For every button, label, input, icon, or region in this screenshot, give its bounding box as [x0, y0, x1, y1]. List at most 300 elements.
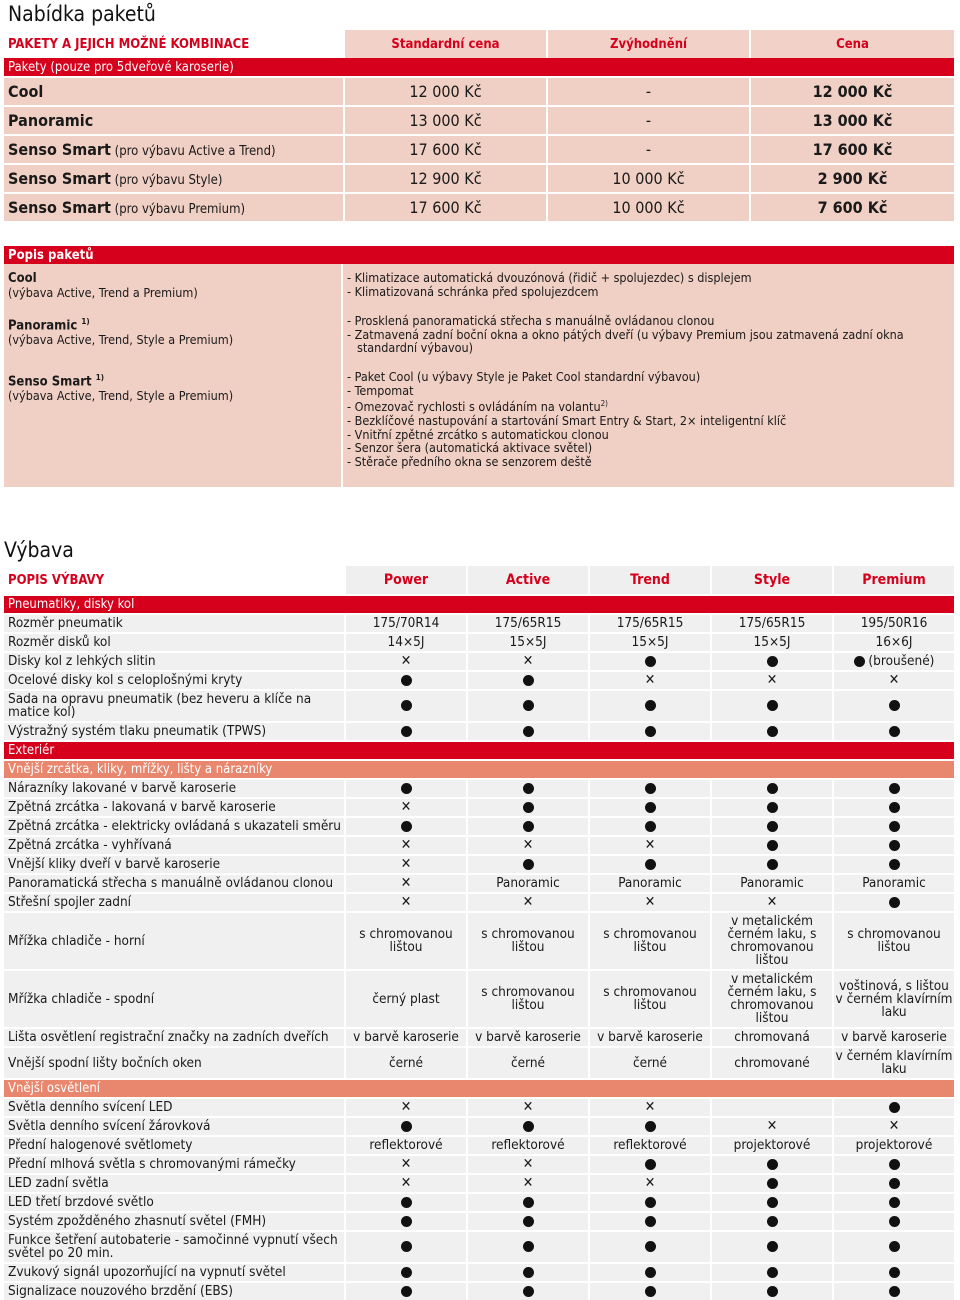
equipment-row: [4, 632, 954, 651]
equipment-value: [832, 854, 954, 873]
standard-dot-icon: [523, 1267, 534, 1278]
equipment-header-trend: Trend: [588, 566, 710, 594]
equipment-value: [832, 1173, 954, 1192]
equipment-row: [4, 1262, 954, 1281]
equipment-value: [832, 1192, 954, 1211]
equipment-value: [588, 1154, 710, 1173]
unavailable-cross-icon: ✕: [400, 875, 412, 891]
equipment-value-text: v barvě karoserie: [353, 1029, 459, 1045]
equipment-row: [4, 670, 954, 689]
equipment-row: [4, 1211, 954, 1230]
equipment-value: [466, 689, 588, 721]
package-desc-line-text: - Tempomat: [347, 382, 414, 398]
equipment-row: [4, 689, 954, 721]
package-desc-line-sup: 2): [600, 399, 608, 409]
equipment-value: [710, 1135, 832, 1154]
equipment-value-text: Panoramic: [862, 875, 926, 891]
standard-dot-icon: [523, 1121, 534, 1132]
package-row: [4, 192, 954, 221]
equipment-label: Výstražný systém tlaku pneumatik (TPWS): [4, 721, 344, 740]
equipment-value-text: s chromovanou lištou: [603, 926, 697, 955]
equipment-value: [588, 1281, 710, 1300]
equipment-label: Lišta osvětlení registrační značky na zadních dveřích: [4, 1027, 344, 1046]
equipment-value: [466, 969, 588, 1027]
packages-header-price: Cena: [749, 30, 954, 58]
equipment-value: [588, 1027, 710, 1046]
package-desc-line-text: - Bezklíčové nastupování a startování Smart Entry & Start, 2× inteligentní klíč: [347, 412, 787, 428]
unavailable-cross-icon: ✕: [888, 672, 900, 688]
description-section: [4, 246, 954, 264]
package-desc-line-text: - Paket Cool (u výbavy Style je Paket Cool standardní výbavou): [347, 369, 701, 384]
package-desc-line: [347, 397, 950, 414]
package-name-cell: [4, 163, 343, 192]
equipment-value: [832, 613, 954, 632]
equipment-value: [832, 1116, 954, 1135]
equipment-value: [832, 797, 954, 816]
unavailable-cross-icon: ✕: [522, 894, 534, 910]
unavailable-cross-icon: ✕: [400, 799, 412, 815]
equipment-value-text: v barvě karoserie: [475, 1029, 581, 1045]
equipment-value: [466, 1027, 588, 1046]
package-name: Senso Smart: [8, 169, 111, 188]
equipment-row: [4, 1192, 954, 1211]
package-desc-name-block: [8, 272, 337, 301]
package-name: Cool: [8, 82, 44, 101]
equipment-row: [4, 1135, 954, 1154]
equipment-value-text: chromované: [734, 1054, 810, 1071]
equipment-row: [4, 854, 954, 873]
package-desc-note: (výbava Active, Trend, Style a Premium): [8, 387, 234, 403]
standard-dot-icon: [889, 1216, 900, 1227]
package-desc-line: [347, 328, 950, 355]
equipment-section-label: Vnější zrcátka, kliky, mřížky, lišty a nárazníky: [4, 759, 954, 778]
package-std-price: 17 600 Kč: [343, 192, 546, 221]
unavailable-cross-icon: ✕: [644, 1175, 656, 1191]
equipment-value-text: chromovaná: [734, 1029, 810, 1045]
standard-dot-icon: [523, 783, 534, 794]
packages-title: Nabídka paketů: [8, 2, 156, 26]
package-row: [4, 76, 954, 105]
standard-dot-icon: [645, 656, 656, 667]
package-desc-note: (výbava Active, Trend a Premium): [8, 284, 198, 300]
equipment-value-text: Panoramic: [496, 875, 560, 891]
equipment-value: [588, 1116, 710, 1135]
equipment-value: [710, 1192, 832, 1211]
equipment-value: [710, 1046, 832, 1078]
standard-dot-icon: [523, 675, 534, 686]
equipment-value: [466, 1262, 588, 1281]
standard-dot-icon: [767, 783, 778, 794]
equipment-value: [710, 689, 832, 721]
standard-dot-icon: [645, 802, 656, 813]
package-name-cell: [4, 105, 343, 134]
package-name-cell: [4, 76, 343, 105]
equipment-value: [344, 1192, 466, 1211]
equipment-value: [466, 892, 588, 911]
packages-header: [4, 30, 954, 58]
equipment-value: [832, 651, 954, 670]
equipment-value: [466, 613, 588, 632]
package-desc-line-text: - Vnitřní zpětné zrcátko s automatickou clonou: [347, 426, 609, 442]
equipment-value: [710, 1230, 832, 1262]
equipment-value: [710, 778, 832, 797]
equipment-value: [588, 778, 710, 797]
equipment-value: [344, 797, 466, 816]
equipment-row: [4, 873, 954, 892]
equipment-value: [832, 689, 954, 721]
equipment-value: [832, 892, 954, 911]
equipment-value-text: v barvě karoserie: [841, 1029, 947, 1045]
package-desc-lines: [347, 314, 950, 356]
equipment-value: [344, 911, 466, 969]
equipment-value: [588, 670, 710, 689]
package-desc-line: [347, 384, 950, 398]
unavailable-cross-icon: ✕: [522, 1175, 534, 1191]
equipment-value: [710, 892, 832, 911]
standard-dot-icon: [889, 1241, 900, 1252]
unavailable-cross-icon: ✕: [644, 837, 656, 853]
package-desc-sup: 1): [81, 317, 90, 326]
package-discount: -: [546, 134, 749, 163]
equipment-value: [344, 1281, 466, 1300]
equipment-value: [344, 969, 466, 1027]
package-discount: -: [546, 76, 749, 105]
standard-dot-icon: [523, 1241, 534, 1252]
standard-dot-icon: [645, 783, 656, 794]
standard-dot-icon: [767, 859, 778, 870]
equipment-row: [4, 1097, 954, 1116]
equipment-value: [588, 632, 710, 651]
standard-dot-icon: [523, 802, 534, 813]
package-name: Senso Smart: [8, 198, 111, 217]
equipment-value: [466, 721, 588, 740]
description-table: [4, 246, 954, 487]
unavailable-cross-icon: ✕: [400, 856, 412, 872]
standard-dot-icon: [889, 821, 900, 832]
standard-dot-icon: [401, 700, 412, 711]
equipment-value: [588, 1230, 710, 1262]
equipment-row: [4, 651, 954, 670]
unavailable-cross-icon: ✕: [522, 653, 534, 669]
unavailable-cross-icon: ✕: [522, 1099, 534, 1115]
package-desc-lines: [347, 271, 950, 300]
package-desc-name: [8, 371, 337, 389]
standard-dot-icon: [645, 726, 656, 737]
equipment-value: [832, 816, 954, 835]
standard-dot-icon: [889, 1102, 900, 1113]
package-desc-name-text: Senso Smart: [8, 374, 96, 390]
equipment-label: Světla denního svícení LED: [4, 1097, 344, 1116]
description-section-label: Popis paketů: [4, 246, 954, 264]
equipment-value: [588, 1135, 710, 1154]
equipment-value-text: černé: [632, 1054, 668, 1071]
package-price: 13 000 Kč: [749, 105, 954, 134]
standard-dot-icon: [767, 700, 778, 711]
equipment-value: [710, 854, 832, 873]
equipment-value: [832, 873, 954, 892]
equipment-value: [466, 1211, 588, 1230]
standard-dot-icon: [645, 1241, 656, 1252]
standard-dot-icon: [645, 1267, 656, 1278]
equipment-value: [710, 632, 832, 651]
equipment-value: [588, 835, 710, 854]
equipment-value-text: projektorové: [733, 1137, 811, 1153]
standard-dot-icon: [767, 802, 778, 813]
equipment-value-text: černý plast: [372, 990, 440, 1007]
equipment-value: [466, 816, 588, 835]
equipment-value: [344, 613, 466, 632]
equipment-value: [710, 835, 832, 854]
packages-table: [4, 30, 954, 221]
unavailable-cross-icon: ✕: [522, 837, 534, 853]
standard-dot-icon: [645, 1286, 656, 1297]
package-desc-line-text: - Zatmavená zadní boční okna a okno pátých dveří (u výbavy Premium jsou zatmavená zadní okna standardní výbavou): [347, 326, 904, 356]
equipment-value: [466, 1230, 588, 1262]
standard-dot-icon: [645, 1159, 656, 1170]
package-price: 2 900 Kč: [749, 163, 954, 192]
equipment-row: [4, 1116, 954, 1135]
equipment-value: [466, 1173, 588, 1192]
equipment-value: [344, 1154, 466, 1173]
equipment-value: [588, 911, 710, 969]
equipment-label: Funkce šetření autobaterie - samočinné vypnutí všech světel po 20 min.: [4, 1230, 344, 1262]
equipment-value-text: 15×5J: [631, 634, 669, 650]
equipment-value-text: černé: [388, 1054, 424, 1071]
unavailable-cross-icon: ✕: [644, 672, 656, 688]
package-desc-line: [347, 370, 950, 384]
standard-dot-icon: [523, 1286, 534, 1297]
equipment-value: [588, 1262, 710, 1281]
unavailable-cross-icon: ✕: [766, 894, 778, 910]
equipment-label: Přední mlhová světla s chromovanými rámečky: [4, 1154, 344, 1173]
equipment-value: [832, 670, 954, 689]
package-name-cell: [4, 134, 343, 163]
equipment-value-text: reflektorové: [613, 1137, 687, 1153]
equipment-value: [466, 670, 588, 689]
equipment-value-text: projektorové: [855, 1137, 933, 1153]
equipment-value-text: s chromovanou lištou: [481, 926, 575, 955]
equipment-row: [4, 1281, 954, 1300]
equipment-label: LED třetí brzdové světlo: [4, 1192, 344, 1211]
standard-dot-icon: [401, 726, 412, 737]
equipment-value-text: s chromovanou lištou: [603, 984, 697, 1013]
package-std-price: 12 000 Kč: [343, 76, 546, 105]
equipment-value-text: s chromovanou lištou: [481, 984, 575, 1013]
equipment-value: [832, 1046, 954, 1078]
unavailable-cross-icon: ✕: [400, 837, 412, 853]
standard-dot-icon: [889, 700, 900, 711]
equipment-value: [832, 1230, 954, 1262]
equipment-value: [710, 816, 832, 835]
equipment-value: [710, 651, 832, 670]
package-discount: -: [546, 105, 749, 134]
equipment-table: [4, 566, 954, 1300]
equipment-label: Mřížka chladiče - horní: [4, 911, 344, 969]
equipment-value: [710, 1116, 832, 1135]
standard-dot-icon: [889, 840, 900, 851]
equipment-value: [710, 1027, 832, 1046]
equipment-row: [4, 969, 954, 1027]
equipment-section-label: Exteriér: [4, 740, 954, 759]
standard-dot-icon: [889, 1267, 900, 1278]
standard-dot-icon: [645, 1216, 656, 1227]
equipment-value: [832, 1027, 954, 1046]
equipment-value-text: s chromovanou lištou: [359, 926, 453, 955]
unavailable-cross-icon: ✕: [766, 1118, 778, 1134]
equipment-row: [4, 1173, 954, 1192]
unavailable-cross-icon: ✕: [644, 1099, 656, 1115]
equipment-section: [4, 740, 954, 759]
equipment-value: [832, 1154, 954, 1173]
unavailable-cross-icon: ✕: [400, 1099, 412, 1115]
equipment-value: [710, 613, 832, 632]
standard-dot-icon: [523, 821, 534, 832]
equipment-label: Signalizace nouzového brzdění (EBS): [4, 1281, 344, 1300]
standard-dot-icon: [523, 700, 534, 711]
equipment-value: [344, 1046, 466, 1078]
unavailable-cross-icon: ✕: [400, 1156, 412, 1172]
equipment-value: [466, 1097, 588, 1116]
standard-dot-icon: [645, 700, 656, 711]
equipment-value-text: 175/65R15: [616, 615, 684, 631]
package-desc-line-text: - Prosklená panoramatická střecha s manuálně ovládanou clonou: [347, 313, 715, 328]
equipment-value: [466, 1154, 588, 1173]
equipment-value: [344, 670, 466, 689]
equipment-value: [588, 689, 710, 721]
package-desc-line-text: - Senzor šera (automatická aktivace světel): [347, 440, 593, 456]
equipment-value: [710, 1173, 832, 1192]
equipment-label: Panoramatická střecha s manuálně ovládanou clonou: [4, 873, 344, 892]
equipment-label: LED zadní světla: [4, 1173, 344, 1192]
package-price: 12 000 Kč: [749, 76, 954, 105]
equipment-label: Zvukový signál upozorňující na vypnutí světel: [4, 1262, 344, 1281]
equipment-value: [466, 835, 588, 854]
packages-header-disc: Zvýhodnění: [546, 30, 749, 58]
equipment-value: [344, 721, 466, 740]
equipment-value: [466, 1046, 588, 1078]
package-desc-lines: [347, 369, 950, 469]
equipment-value: [710, 670, 832, 689]
equipment-label: Vnější kliky dveří v barvě karoserie: [4, 854, 344, 873]
equipment-value: [344, 854, 466, 873]
equipment-value: [832, 1097, 954, 1116]
standard-dot-icon: [401, 1267, 412, 1278]
equipment-section-label: Pneumatiky, disky kol: [4, 594, 954, 613]
equipment-value: [588, 969, 710, 1027]
equipment-row: [4, 1154, 954, 1173]
equipment-value: [710, 1262, 832, 1281]
equipment-row: [4, 816, 954, 835]
equipment-value-text: Panoramic: [618, 875, 682, 891]
equipment-row: [4, 835, 954, 854]
unavailable-cross-icon: ✕: [400, 653, 412, 669]
package-std-price: 12 900 Kč: [343, 163, 546, 192]
description-names: [4, 264, 343, 487]
standard-dot-icon: [767, 1286, 778, 1297]
equipment-value: [588, 1211, 710, 1230]
equipment-row: [4, 911, 954, 969]
package-discount: 10 000 Kč: [546, 192, 749, 221]
equipment-header-power: Power: [344, 566, 466, 594]
equipment-value-text: v metalickém černém laku, s chromovanou lištou: [727, 971, 817, 1026]
equipment-value-text: 175/65R15: [494, 615, 562, 631]
equipment-value-text: 14×5J: [387, 634, 425, 650]
equipment-value: [832, 1211, 954, 1230]
equipment-value: [832, 911, 954, 969]
equipment-value-text: v metalickém černém laku, s chromovanou lištou: [727, 913, 817, 968]
package-std-price: 17 600 Kč: [343, 134, 546, 163]
equipment-value: [588, 854, 710, 873]
equipment-value: [588, 613, 710, 632]
equipment-label: Mřížka chladiče - spodní: [4, 969, 344, 1027]
package-desc-name-block: [8, 371, 337, 467]
equipment-label: Střešní spojler zadní: [4, 892, 344, 911]
standard-dot-icon: [523, 726, 534, 737]
standard-dot-icon: [767, 840, 778, 851]
standard-dot-icon: [645, 1121, 656, 1132]
equipment-value-text: 195/50R16: [860, 615, 928, 631]
equipment-label: Zpětná zrcátka - lakovaná v barvě karoserie: [4, 797, 344, 816]
package-row: [4, 163, 954, 192]
standard-dot-icon: [401, 783, 412, 794]
equipment-value-text: v černém klavírním laku: [835, 1048, 953, 1077]
equipment-value: [832, 1135, 954, 1154]
standard-dot-icon: [889, 1197, 900, 1208]
equipment-value: [344, 1135, 466, 1154]
equipment-row: [4, 1046, 954, 1078]
equipment-value: [588, 816, 710, 835]
equipment-header: [4, 566, 954, 594]
equipment-value: [832, 1281, 954, 1300]
equipment-value-text: 175/65R15: [738, 615, 806, 631]
equipment-value: [710, 1281, 832, 1300]
equipment-value: [588, 651, 710, 670]
equipment-value: [466, 1192, 588, 1211]
equipment-value: [466, 911, 588, 969]
equipment-value-text: Panoramic: [740, 875, 804, 891]
equipment-label: Systém zpožděného zhasnutí světel (FMH): [4, 1211, 344, 1230]
unavailable-cross-icon: ✕: [888, 1118, 900, 1134]
equipment-value: [588, 1097, 710, 1116]
equipment-value: [832, 721, 954, 740]
equipment-value: [832, 632, 954, 651]
standard-dot-icon: [401, 821, 412, 832]
unavailable-cross-icon: ✕: [644, 894, 656, 910]
standard-dot-icon: [401, 1121, 412, 1132]
package-desc-line: [347, 285, 950, 299]
standard-dot-icon: [889, 726, 900, 737]
standard-dot-icon: [767, 1159, 778, 1170]
package-row: [4, 134, 954, 163]
equipment-value-text: v barvě karoserie: [597, 1029, 703, 1045]
equipment-value: [466, 778, 588, 797]
package-price: 7 600 Kč: [749, 192, 954, 221]
package-note: (pro výbavu Premium): [110, 202, 246, 217]
equipment-label: Zpětná zrcátka - vyhřívaná: [4, 835, 344, 854]
standard-dot-icon: [889, 1159, 900, 1170]
equipment-value: [710, 1154, 832, 1173]
standard-dot-icon: [401, 1216, 412, 1227]
package-note: (pro výbavu Active a Trend): [110, 144, 276, 159]
equipment-value: [710, 969, 832, 1027]
equipment-label: Rozměr pneumatik: [4, 613, 344, 632]
package-name: Senso Smart: [8, 140, 111, 159]
equipment-value: [466, 632, 588, 651]
equipment-label: Sada na opravu pneumatik (bez heveru a klíče na matice kol): [4, 689, 344, 721]
equipment-value: [344, 689, 466, 721]
equipment-label: Světla denního svícení žárovková: [4, 1116, 344, 1135]
standard-dot-icon: [767, 1267, 778, 1278]
